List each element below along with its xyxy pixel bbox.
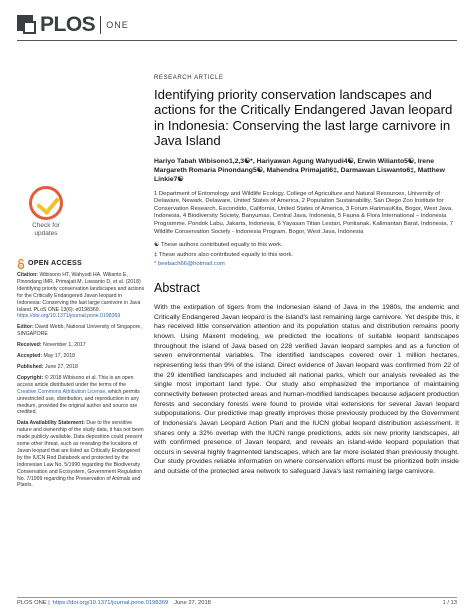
data-availability-text: Due to the sensitive nature and ownership of the study data, it has not been made publicly available. Data deposition could present some other threat, such as revealing the locations of Javan leopard that are listed as Critically Endangered by the IUCN Red Databook and protected by the Indonesian Law No. 5/1990 regarding the Biodiversity Conservation and Ecosystem, Government Regulation No. 7/1999 regarding the Preservation of Animals and Plants. — [17, 420, 144, 489]
footer-journal: PLOS ONE | — [17, 600, 50, 606]
footer-date: June 27, 2018 — [174, 600, 211, 606]
logo-divider — [100, 16, 101, 34]
copyright-text-2: , which permits unrestricted use, distribution, and reproduction in any medium, provided the original author and source are credited. — [17, 388, 140, 416]
citation-doi-link[interactable]: https://doi.org/10.1371/journal.pone.0198369 — [17, 313, 121, 320]
received-label: Received: — [17, 342, 42, 349]
logo-suffix: ONE — [106, 20, 129, 30]
footer-doi-link[interactable]: https://doi.org/10.1371/journal.pone.0198369 — [52, 600, 169, 606]
received-block — [17, 342, 145, 349]
article-title: Identifying priority conservation landscapes and actions for the Critically Endangered Javan leopard in Indonesia: Conserving the last large carnivore in Java Island — [154, 87, 453, 149]
citation-label: Citation: — [17, 272, 39, 278]
editor-block — [17, 324, 145, 338]
check-for-updates-badge[interactable] — [25, 186, 67, 238]
author-list: Hariyo Tabah Wibisono1,2,3☯*, Hariyawan Agung Wahyudi4☯, Erwin Wilianto5☯, Irene Margareth Romaria Pinondang5☯, Mahendra Primajati6‡, Darmawan Liswanto6‡, Matthew Linkie7☯ — [154, 157, 445, 183]
citation-text: Wibisono HT, Wahyudi HA, Wilianto E, Pinondang IMR, Primajati M, Liswanto D, et al. (2018) Identifying priority conservation landscapes and actions for the Critically Endangered Javan leopard in Indonesia: Conserving the last large carnivore in Java Island. PLoS ONE 13(6): e0198369. — [17, 272, 145, 313]
published-label: Published: — [17, 363, 44, 370]
license-link[interactable]: Creative Commons Attribution License — [17, 388, 106, 395]
copyright-label: Copyright: — [17, 374, 44, 381]
abstract-text: With the extirpation of tigers from the Indonesian island of Java in the 1980s, the endemic and Critically Endangered Javan leopard is the island's last remaining large carnivore. Yet despite this, it has received little conservation attention and its population status and distribution remains poorly known. Using Maxent modeling, we predicted the locations of suitable leopard landscapes throughout the island of Java based on 228 verified Javan leopard samples and as a function of seven environmental variables. The identified landscapes covered over 1 million hectares, representing less than 9% of the island. Direct evidence of Javan leopard was confirmed from 22 of the 29 identified landscapes and included all national parks, which our analysis revealed as the single most important land type. Our study also emphasized the importance of maintaining connectivity between protected areas and human-modified landscapes because adjacent production forests and secondary forests were found to provide vital extensions for several Javan leopard subpopulations. Our predictive map greatly improves those previously produced by the Government of Indonesia's Javan Leopard Action Plan and the IUCN global leopard distribution assessment. It shares only a 32% overlap with the IUCN range predictions, adds six new priority landscapes, all with confirmed presence of Javan leopard, and reveals an island-wide leopard population that occurs in several highly fragmented landscapes, which are far more isolated than previously thought. Our study provides reliable information on where conservation efforts must be prioritized both inside and outside of the protected area network to safeguard Java's last remaining large carnivore. — [154, 303, 459, 476]
accepted-block — [17, 353, 145, 360]
open-access-label: OPEN ACCESS — [17, 259, 145, 269]
affiliations: 1 Department of Entomology and Wildlife Ecology, College of Agriculture and Natural Resources, University of Delaware, Newark, Delaware, United States of America, 2 Population Sustainability, San Diego Zoo Institute for Conservation Research, Escondido, California, United States of America, 3 Forum HarimauKita, Bogor, West Java, Indonesia, 4 Biodiversity Society, Banyumas, Central Java, Indonesia, 5 Fauna & Flora International – Indonesia Programme, Pondok Labu, Jakarta, Indonesia, 6 Yayasan Titian Lestari, Pontianak, Kalimantan Barat, Indonesia, 7 Wildlife Conservation Society - Indonesia Program, Bogor, West Java, Indonesia — [154, 190, 454, 235]
received-date: November 1, 2017 — [42, 342, 86, 349]
accepted-label: Accepted: — [17, 353, 43, 360]
corresponding-email-link[interactable]: * beebach66@hotmail.com — [154, 261, 225, 268]
copyright-block — [17, 375, 145, 416]
journal-logo — [17, 14, 129, 36]
abstract-heading: Abstract — [154, 280, 200, 295]
copyright-text-1: © 2018 Wibisono et al. This is an open access article distributed under the terms of the — [17, 374, 134, 388]
contribution-note-2: ‡ These authors also contributed equally to this work. — [154, 251, 294, 258]
footer-rule — [17, 597, 457, 598]
page-footer — [17, 600, 457, 606]
sidebar — [17, 259, 145, 493]
editor-text: David Webb, National University of Singapore, SINGAPORE — [17, 324, 142, 338]
data-availability-label: Data Availability Statement: — [17, 420, 85, 427]
editor-label: Editor: — [17, 324, 34, 331]
plos-logo-icon — [17, 15, 37, 35]
data-availability-block — [17, 420, 145, 489]
accepted-date: May 17, 2018 — [43, 353, 75, 360]
contribution-note-1: ☯ These authors contributed equally to this work. — [154, 242, 283, 249]
open-access-lock-icon — [17, 259, 25, 269]
article-type: RESEARCH ARTICLE — [154, 75, 224, 81]
article-main — [154, 75, 459, 477]
citation-block — [17, 272, 145, 320]
logo-text: PLOS — [40, 13, 96, 36]
page-number: 1 / 13 — [442, 600, 457, 606]
check-updates-label: Check for updates — [32, 222, 60, 237]
published-date: June 27, 2018 — [44, 363, 78, 370]
published-block — [17, 364, 145, 371]
check-updates-icon — [29, 186, 63, 220]
header-rule — [17, 40, 457, 41]
